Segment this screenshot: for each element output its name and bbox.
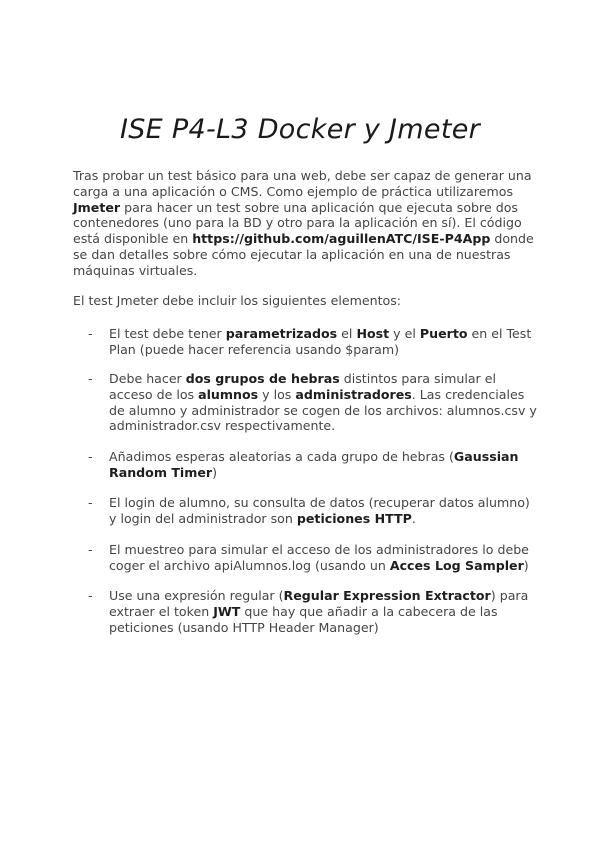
item-text: y los [258,386,296,402]
repository-link[interactable]: https://github.com/aguillenATC/ISE-P4App [192,231,491,247]
list-item [88,495,538,527]
item-text: El muestreo para simular el acceso de los administradores lo debe coger el archivo apiAlumnos.log (usando un [109,542,529,573]
item-highlight: Puerto [419,326,468,341]
item-highlight: alumnos [198,386,259,402]
item-text: Use una expresión regular ( [109,588,284,603]
list-item [88,371,538,434]
item-highlight: dos grupos de hebras [185,371,340,386]
item-text: Debe hacer [109,371,186,386]
list-bullet: - [88,495,93,510]
list-bullet: - [88,326,93,341]
intro-text: Tras probar un test básico para una web, debe ser capaz de generar una carga a una aplicación o CMS. Como ejemplo de práctica utilizaremos [73,168,532,199]
item-text: El test debe tener [109,326,226,341]
item-text: Añadimos esperas aleatorias a cada grupo de hebras ( [109,449,454,464]
item-text: que hay que añadir a la cabecera de las peticiones (usando HTTP Header Manager) [109,603,498,635]
jmeter-term: Jmeter [73,199,121,215]
item-text: en el Test Plan (puede hacer referencia usando $param) [109,326,532,357]
item-highlight: JWT [213,603,241,619]
list-item [88,326,538,358]
list-intro: El test Jmeter debe incluir los siguientes elementos: [73,293,402,308]
item-text: y el [389,326,420,341]
item-text: distintos para simular el acceso de los [109,371,496,402]
list-bullet: - [88,588,93,603]
item-text: el [337,326,357,341]
intro-text: donde se dan detalles sobre cómo ejecutar la aplicación en una de nuestras máquinas virtuales. [73,231,534,278]
item-highlight: parametrizados [225,326,338,341]
item-text: El login de alumno, su consulta de datos (recuperar datos alumno) y login del administrador son [109,495,530,526]
item-highlight: peticiones HTTP [296,510,412,526]
item-highlight: Host [356,326,390,341]
list-item [88,449,538,481]
item-text: ) para extraer el token [109,588,529,619]
list-item [88,588,538,635]
list-item [88,542,538,574]
list-bullet: - [88,371,93,386]
item-highlight: administradores [295,386,412,402]
intro-text: para hacer un test sobre una aplicación que ejecuta sobre dos contenedores (uno para la BD y otro para la aplicación en sí). El código está disponible en [73,199,522,247]
item-text: . Las credenciales de alumno y administrador se cogen de los archivos: alumnos.csv y administrador.csv respectivamente. [109,386,537,434]
item-highlight: Acces Log Sampler [389,557,524,573]
item-highlight: Gaussian Random Timer [109,449,519,480]
page-title: ISE P4-L3 Docker y Jmeter [119,114,481,145]
item-text: ) [523,557,529,573]
item-highlight: Regular Expression Extractor [283,588,491,603]
list-bullet: - [88,449,93,464]
item-text: ) [212,464,218,480]
list-bullet: - [88,542,93,557]
item-text: . [411,510,416,526]
